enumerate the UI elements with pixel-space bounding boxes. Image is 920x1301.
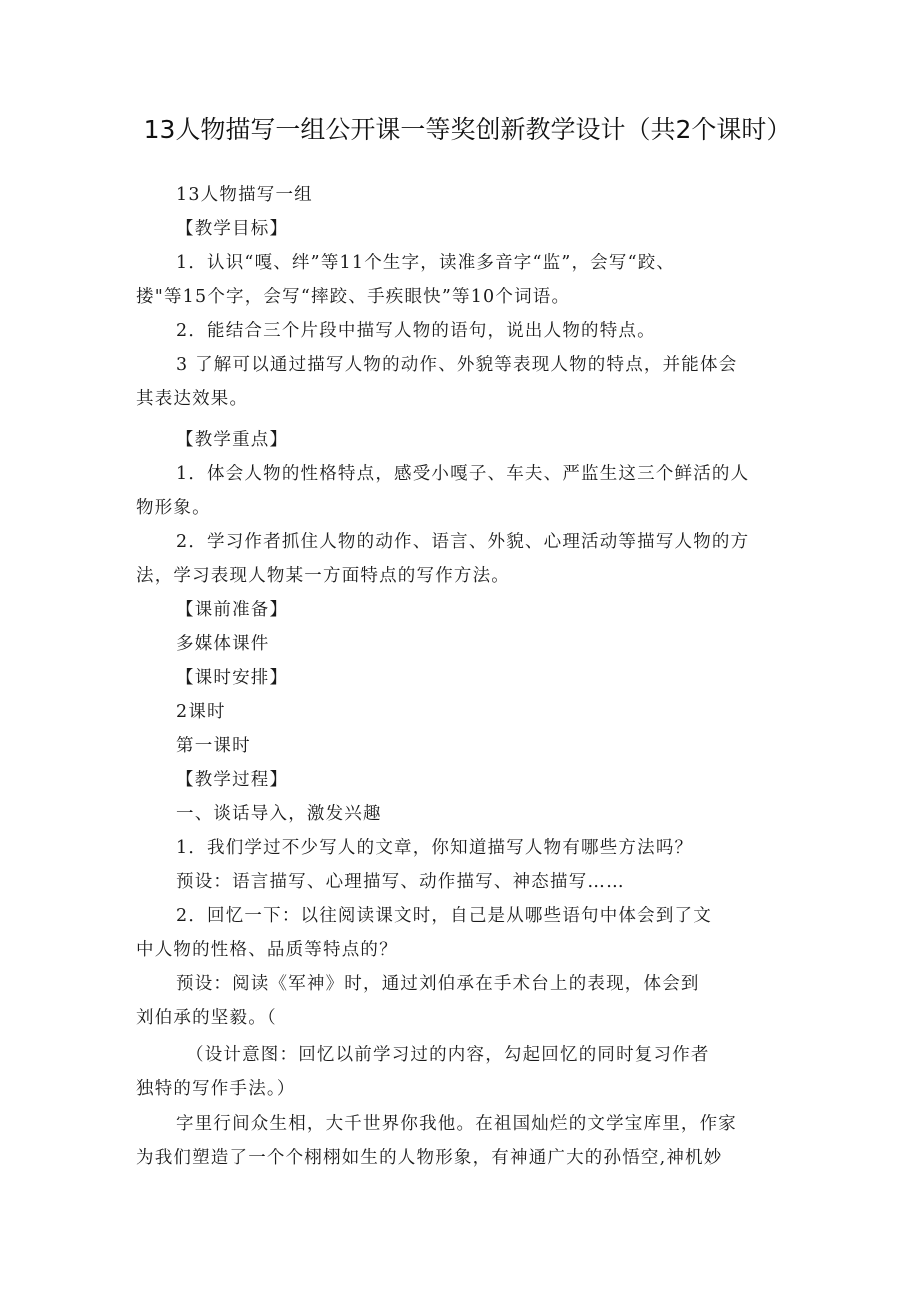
section-heading-schedule: 【课时安排】 <box>176 668 289 688</box>
paragraph-line: 第一课时 <box>176 736 251 756</box>
paragraph-line: 物形象。 <box>136 498 211 518</box>
paragraph-line: 字里行间众生相，大千世界你我他。在祖国灿烂的文学宝库里，作家 <box>176 1114 737 1134</box>
paragraph-line: 刘伯承的坚毅。（ <box>136 1008 277 1028</box>
section-heading-objectives: 【教学目标】 <box>176 219 289 239</box>
paragraph-line: 1．我们学过不少写人的文章，你知道描写人物有哪些方法吗？ <box>176 838 694 858</box>
paragraph-line: 1．认识“嘎、绊”等11个生字，读准多音字“监”，会写“跤、 <box>176 253 676 273</box>
paragraph-line: 预设：阅读《军神》时，通过刘伯承在手术台上的表现，体会到 <box>176 974 700 994</box>
design-intent-line: （设计意图：回忆以前学习过的内容，勾起回忆的同时复习作者 <box>186 1045 710 1065</box>
design-intent-line: 独特的写作手法。） <box>136 1079 296 1099</box>
paragraph-line: 法，学习表现人物某一方面特点的写作方法。 <box>136 566 510 586</box>
paragraph-line: 预设：语言描写、心理描写、动作描写、神态描写…… <box>176 872 625 892</box>
paragraph-line: 一、谈话导入，激发兴趣 <box>176 804 382 824</box>
document-title: 13人物描写一组公开课一等奖创新教学设计（共2个课时） <box>143 115 792 144</box>
paragraph-line: 2．回忆一下：以往阅读课文时，自己是从哪些语句中体会到了文 <box>176 906 712 926</box>
paragraph-line: 2课时 <box>176 702 226 722</box>
paragraph-line: 多媒体课件 <box>176 634 270 654</box>
section-heading-process: 【教学过程】 <box>176 770 289 790</box>
paragraph-line: 为我们塑造了一个个栩栩如生的人物形象，有神通广大的孙悟空,神机妙 <box>136 1148 723 1168</box>
paragraph-line: 中人物的性格、品质等特点的？ <box>136 940 398 960</box>
section-heading-preparation: 【课前准备】 <box>176 600 289 620</box>
section-heading-key-points: 【教学重点】 <box>176 430 289 450</box>
paragraph-line: 3 了解可以通过描写人物的动作、外貌等表现人物的特点，并能体会 <box>176 355 738 375</box>
paragraph-line: 2．能结合三个片段中描写人物的语句，说出人物的特点。 <box>176 321 656 341</box>
lesson-name: 13人物描写一组 <box>176 185 313 205</box>
paragraph-line: 2．学习作者抓住人物的动作、语言、外貌、心理活动等描写人物的方 <box>176 532 750 552</box>
paragraph-line: 其表达效果。 <box>136 389 249 409</box>
paragraph-line: 1．体会人物的性格特点，感受小嘎子、车夫、严监生这三个鲜活的人 <box>176 464 750 484</box>
paragraph-line: 搂"等15个字，会写“摔跤、手疾眼快”等10个词语。 <box>136 287 571 307</box>
